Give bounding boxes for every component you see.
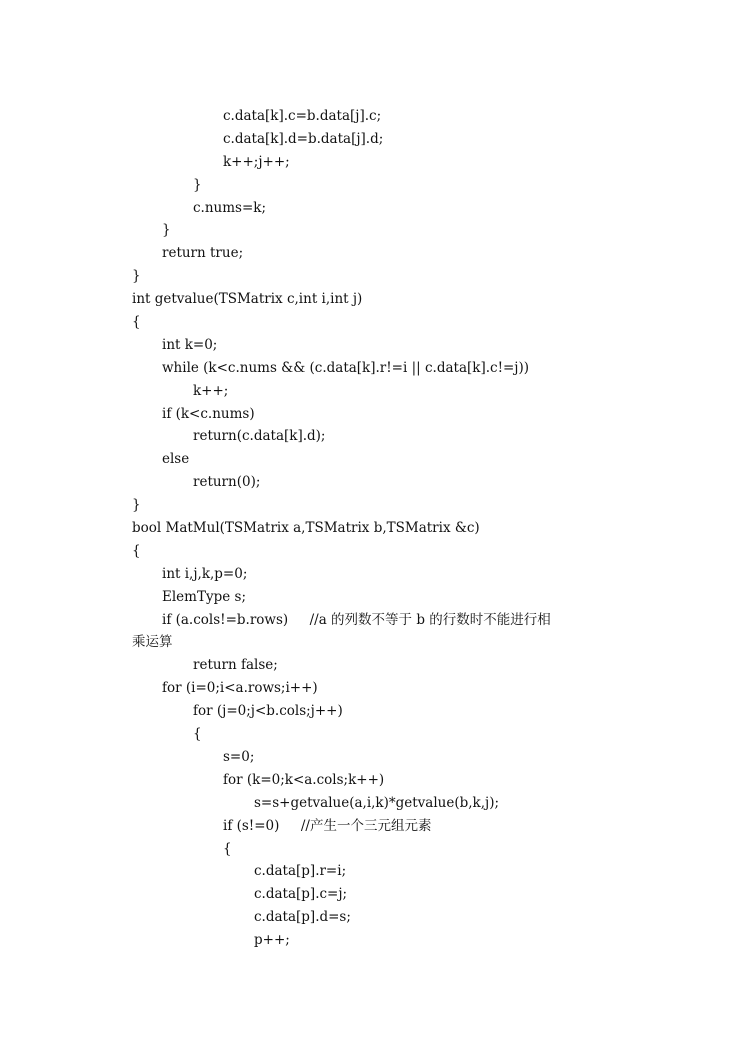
code-line: { xyxy=(132,314,141,331)
code-line: if (a.cols!=b.rows) //a 的列数不等于 b 的行数时不能进行相 xyxy=(162,611,551,628)
code-line: 乘运算 xyxy=(132,634,173,651)
code-line: } xyxy=(193,176,202,193)
code-line: c.nums=k; xyxy=(193,199,267,216)
code-line: int k=0; xyxy=(162,336,218,353)
code-line: return(c.data[k].d); xyxy=(193,428,326,445)
code-line: c.data[k].c=b.data[j].c; xyxy=(223,108,382,124)
code-line: else xyxy=(162,451,190,468)
code-line: for (k=0;k<a.cols;k++) xyxy=(223,771,385,788)
code-line: s=0; xyxy=(223,748,255,765)
code-line: } xyxy=(162,222,171,239)
code-line: } xyxy=(132,268,141,285)
code-line: if (s!=0) //产生一个三元组元素 xyxy=(223,817,432,834)
code-line: p++; xyxy=(254,932,290,949)
code-line: int i,j,k,p=0; xyxy=(162,565,248,582)
code-line: { xyxy=(132,542,141,559)
code-line: return true; xyxy=(162,245,244,262)
code-line: k++; xyxy=(193,382,229,399)
code-line: bool MatMul(TSMatrix a,TSMatrix b,TSMatrix &c) xyxy=(132,520,480,537)
code-listing xyxy=(132,105,632,952)
code-line: return false; xyxy=(193,657,278,674)
code-line: for (i=0;i<a.rows;i++) xyxy=(162,680,318,697)
code-line: } xyxy=(132,497,141,514)
code-line: c.data[k].d=b.data[j].d; xyxy=(223,130,384,147)
code-line: if (k<c.nums) xyxy=(162,405,255,422)
code-line: { xyxy=(223,840,232,857)
code-line: int getvalue(TSMatrix c,int i,int j) xyxy=(132,291,363,308)
code-line: while (k<c.nums && (c.data[k].r!=i || c.data[k].c!=j)) xyxy=(162,359,530,376)
code-line: c.data[p].r=i; xyxy=(254,863,347,880)
code-line: return(0); xyxy=(193,474,261,491)
code-line: k++;j++; xyxy=(223,153,290,170)
code-line: c.data[p].d=s; xyxy=(254,909,351,926)
code-line: c.data[p].c=j; xyxy=(254,886,348,903)
code-line: { xyxy=(193,726,202,743)
code-line: ElemType s; xyxy=(162,588,246,605)
code-line: for (j=0;j<b.cols;j++) xyxy=(193,703,343,720)
code-line: s=s+getvalue(a,i,k)*getvalue(b,k,j); xyxy=(254,794,500,811)
